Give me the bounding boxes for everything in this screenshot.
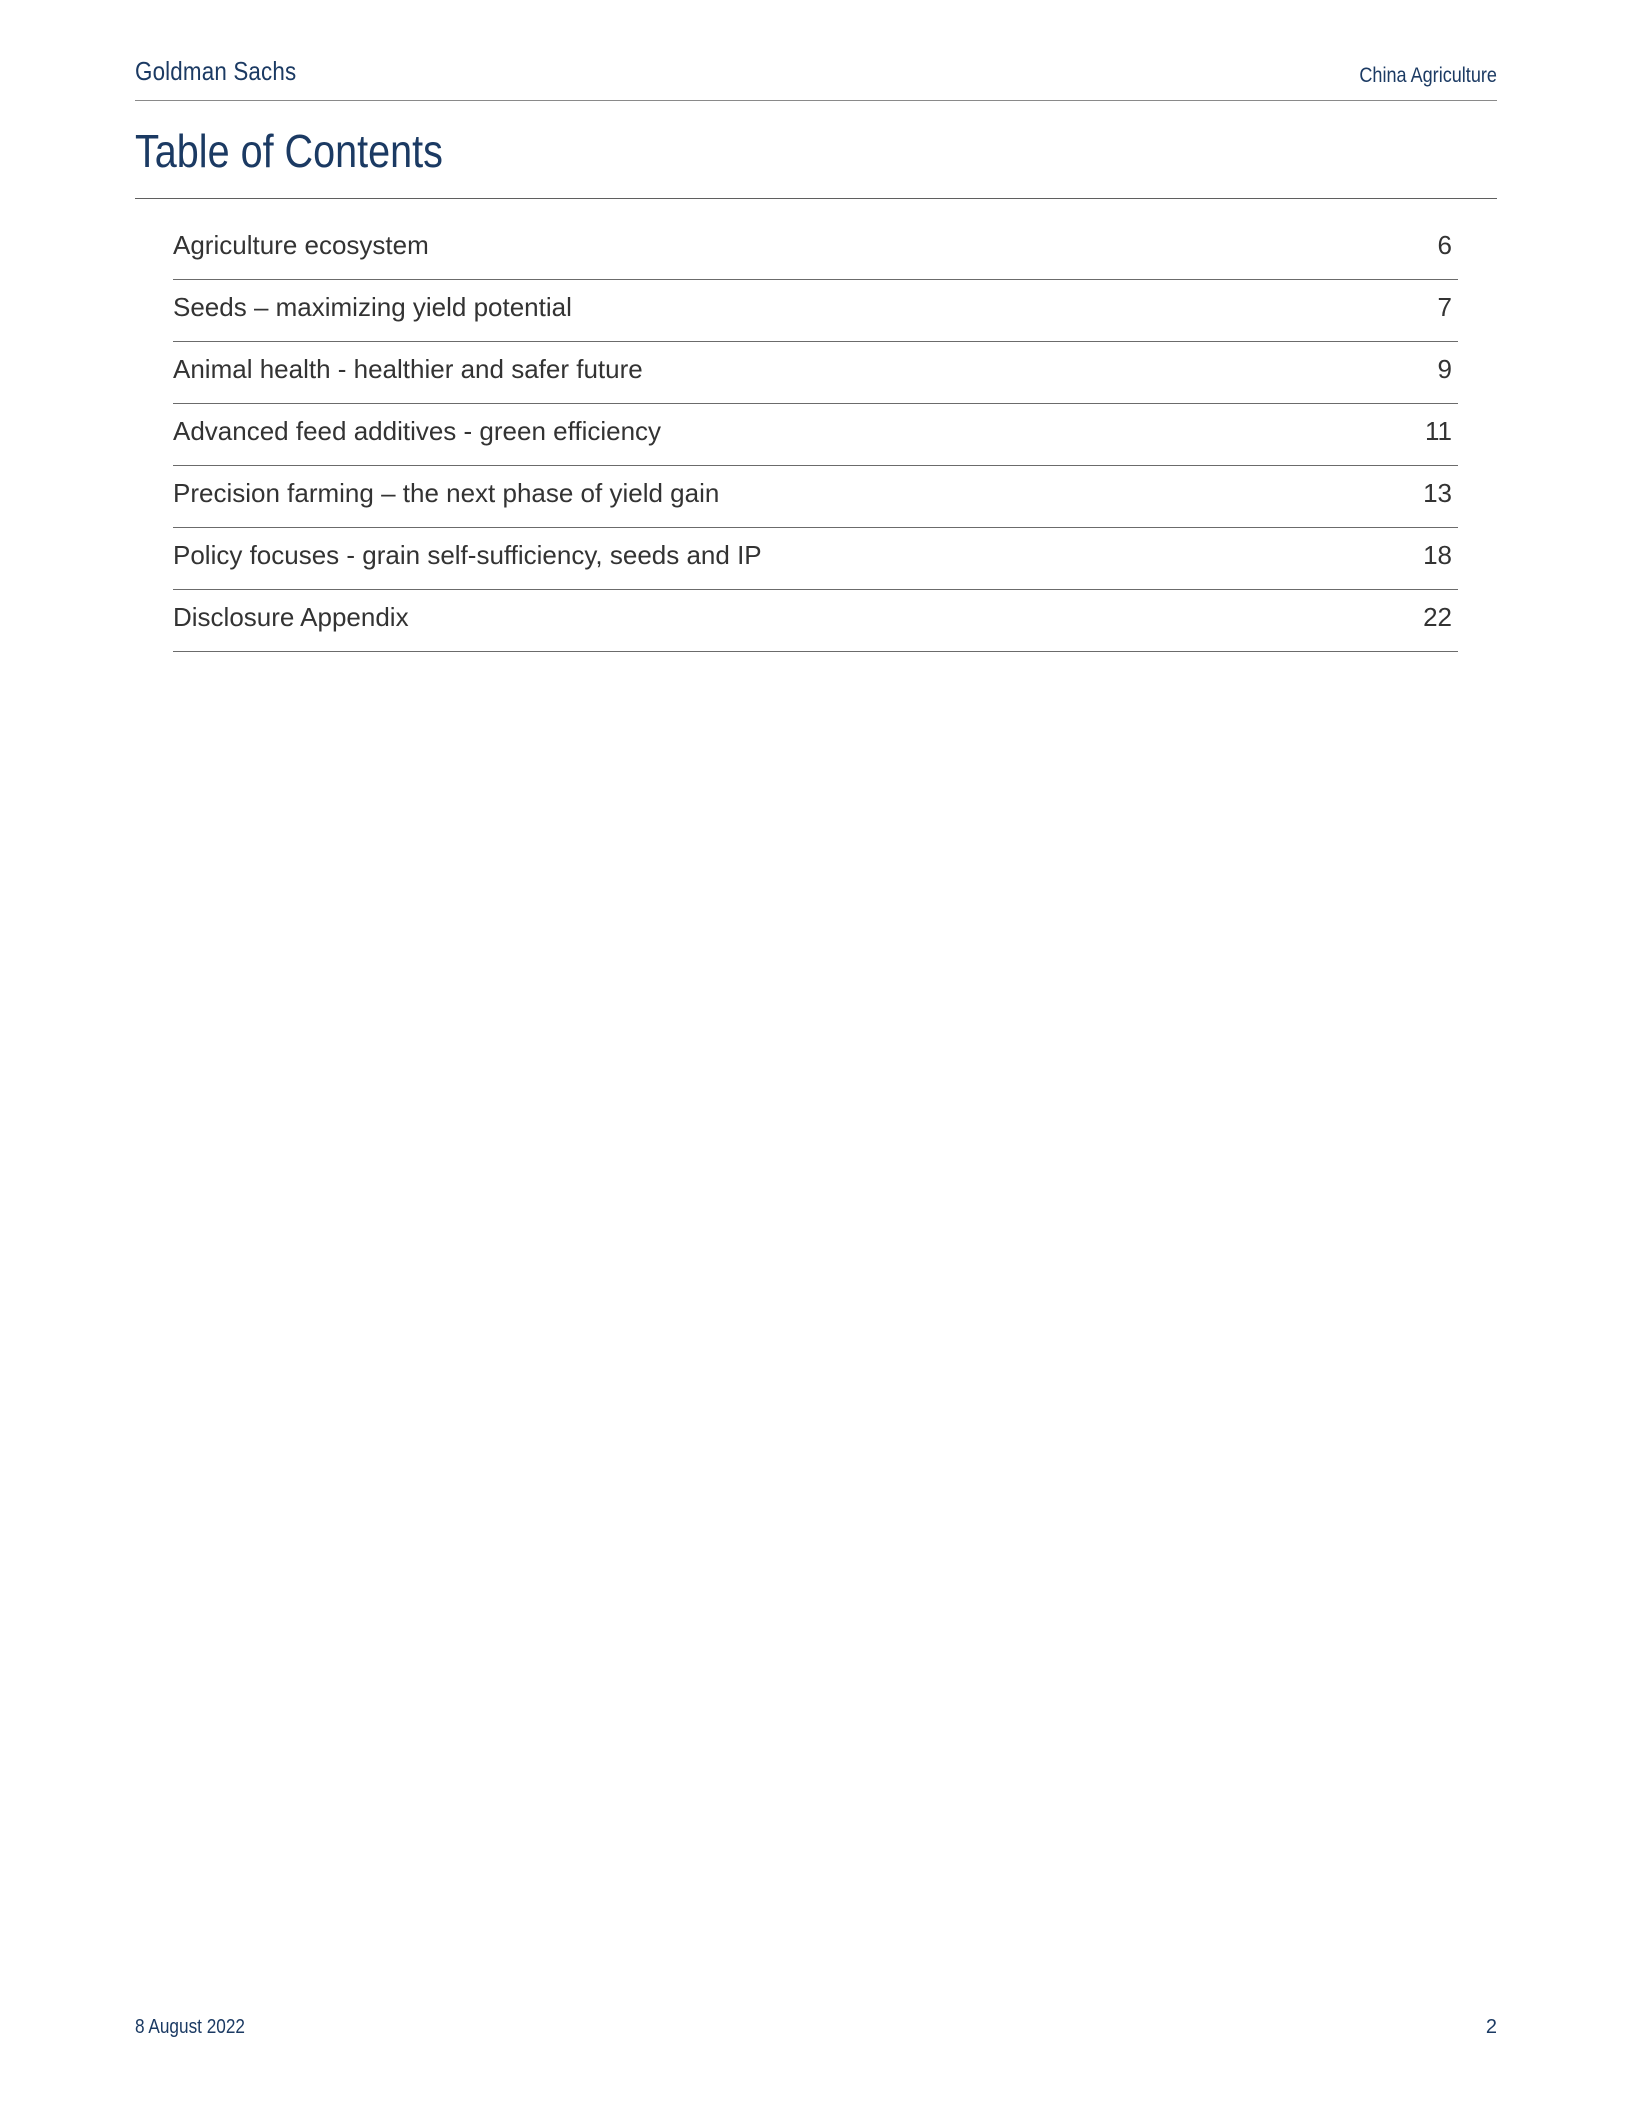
- toc-entry[interactable]: [173, 404, 1458, 466]
- toc-entry[interactable]: [173, 528, 1458, 590]
- toc-entry-page[interactable]: 13: [1423, 478, 1452, 508]
- table-of-contents: [173, 218, 1458, 652]
- toc-entry[interactable]: [173, 466, 1458, 528]
- toc-entry[interactable]: [173, 590, 1458, 652]
- title-divider: [135, 198, 1497, 199]
- toc-entry-page[interactable]: 9: [1437, 354, 1452, 384]
- toc-entry[interactable]: [173, 280, 1458, 342]
- publication-date: 8 August 2022: [135, 2016, 245, 2038]
- toc-entry-label[interactable]: Agriculture ecosystem: [173, 230, 429, 260]
- report-section-name: China Agriculture: [1359, 64, 1497, 87]
- page-header: [135, 52, 1497, 101]
- toc-entry[interactable]: [173, 342, 1458, 404]
- toc-entry-label[interactable]: Precision farming – the next phase of yield gain: [173, 478, 720, 508]
- brand-name: Goldman Sachs: [135, 56, 297, 86]
- toc-entry-label[interactable]: Disclosure Appendix: [173, 602, 409, 632]
- toc-entry-page[interactable]: 11: [1425, 416, 1452, 446]
- toc-entry-label[interactable]: Advanced feed additives - green efficiency: [173, 416, 662, 446]
- page-title: Table of Contents: [135, 125, 443, 177]
- toc-entry-label[interactable]: Policy focuses - grain self-sufficiency, seeds and IP: [173, 540, 762, 570]
- toc-entry-page[interactable]: 22: [1423, 602, 1452, 632]
- toc-entry-label[interactable]: Animal health - healthier and safer future: [173, 354, 643, 384]
- toc-entry-page[interactable]: 7: [1437, 292, 1452, 322]
- toc-entry-page[interactable]: 6: [1437, 230, 1452, 260]
- toc-entry-label[interactable]: Seeds – maximizing yield potential: [173, 292, 572, 322]
- toc-entry[interactable]: [173, 218, 1458, 280]
- page-number: 2: [1485, 2016, 1497, 2038]
- toc-entry-page[interactable]: 18: [1423, 540, 1452, 570]
